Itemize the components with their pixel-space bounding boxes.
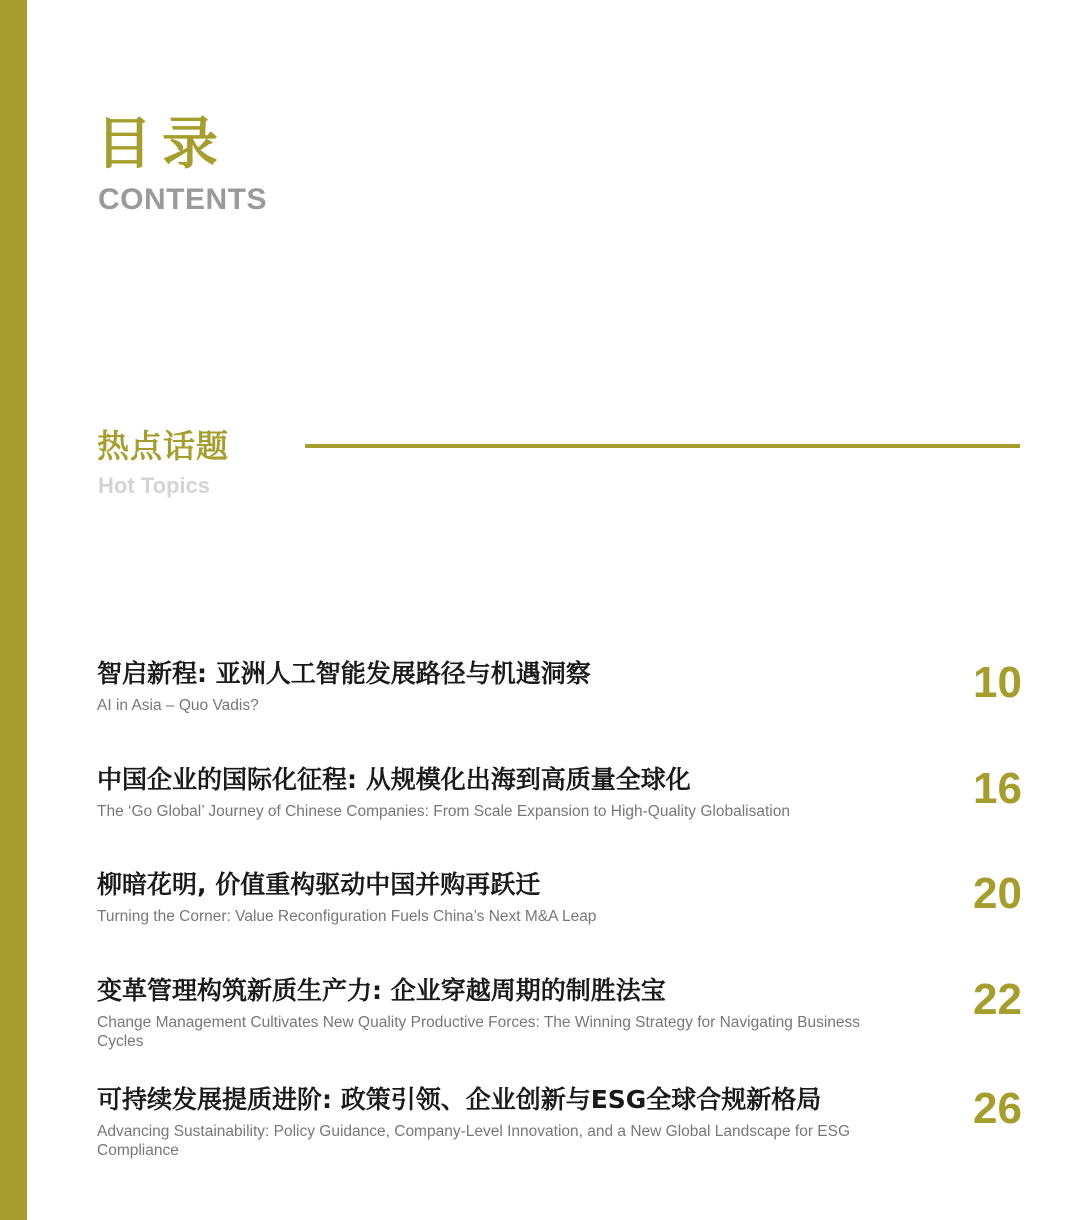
toc-entry-page-number: 20 xyxy=(973,869,1022,918)
toc-entry-ma-leap[interactable] xyxy=(97,869,1022,969)
toc-entry-change-management[interactable] xyxy=(97,975,1022,1075)
page-title: 目录 xyxy=(96,112,228,177)
toc-entry-title: 可持续发展提质进阶: 政策引领、企业创新与ESG全球合规新格局 xyxy=(97,1085,822,1114)
toc-entry-page-number: 22 xyxy=(973,975,1022,1024)
toc-entry-subtitle: The ‘Go Global’ Journey of Chinese Companies: From Scale Expansion to High-Quality Globalisation xyxy=(97,803,790,820)
toc-entry-go-global[interactable] xyxy=(97,764,1022,864)
toc-entry-subtitle: Advancing Sustainability: Policy Guidance, Company-Level Innovation, and a New Global Landscape for ESG Compliance xyxy=(97,1123,851,1159)
toc-entry-page-number: 26 xyxy=(973,1084,1022,1133)
section-subtitle: Hot Topics xyxy=(98,473,211,498)
toc-entry-sustainability[interactable] xyxy=(97,1084,1022,1184)
toc-entry-subtitle: Turning the Corner: Value Reconfiguration Fuels China’s Next M&A Leap xyxy=(97,908,597,925)
section-divider xyxy=(305,444,1020,448)
section-title: 热点话题 xyxy=(97,427,230,465)
page-subtitle: CONTENTS xyxy=(98,183,267,216)
toc-entry-title: 柳暗花明, 价值重构驱动中国并购再跃迁 xyxy=(97,870,541,899)
toc-entry-subtitle: AI in Asia – Quo Vadis? xyxy=(97,697,259,714)
toc-entry-page-number: 10 xyxy=(973,658,1022,707)
toc-entry-ai-in-asia[interactable] xyxy=(97,658,1022,758)
toc-entry-title: 变革管理构筑新质生产力: 企业穿越周期的制胜法宝 xyxy=(97,976,666,1005)
toc-entry-subtitle: Change Management Cultivates New Quality Productive Forces: The Winning Strategy for Navigating Business Cycles xyxy=(97,1014,861,1050)
toc-entry-page-number: 16 xyxy=(973,764,1022,813)
side-accent-bar xyxy=(0,0,27,1220)
toc-entry-title: 智启新程: 亚洲人工智能发展路径与机遇洞察 xyxy=(97,659,591,688)
toc-entry-title: 中国企业的国际化征程: 从规模化出海到高质量全球化 xyxy=(97,765,691,794)
